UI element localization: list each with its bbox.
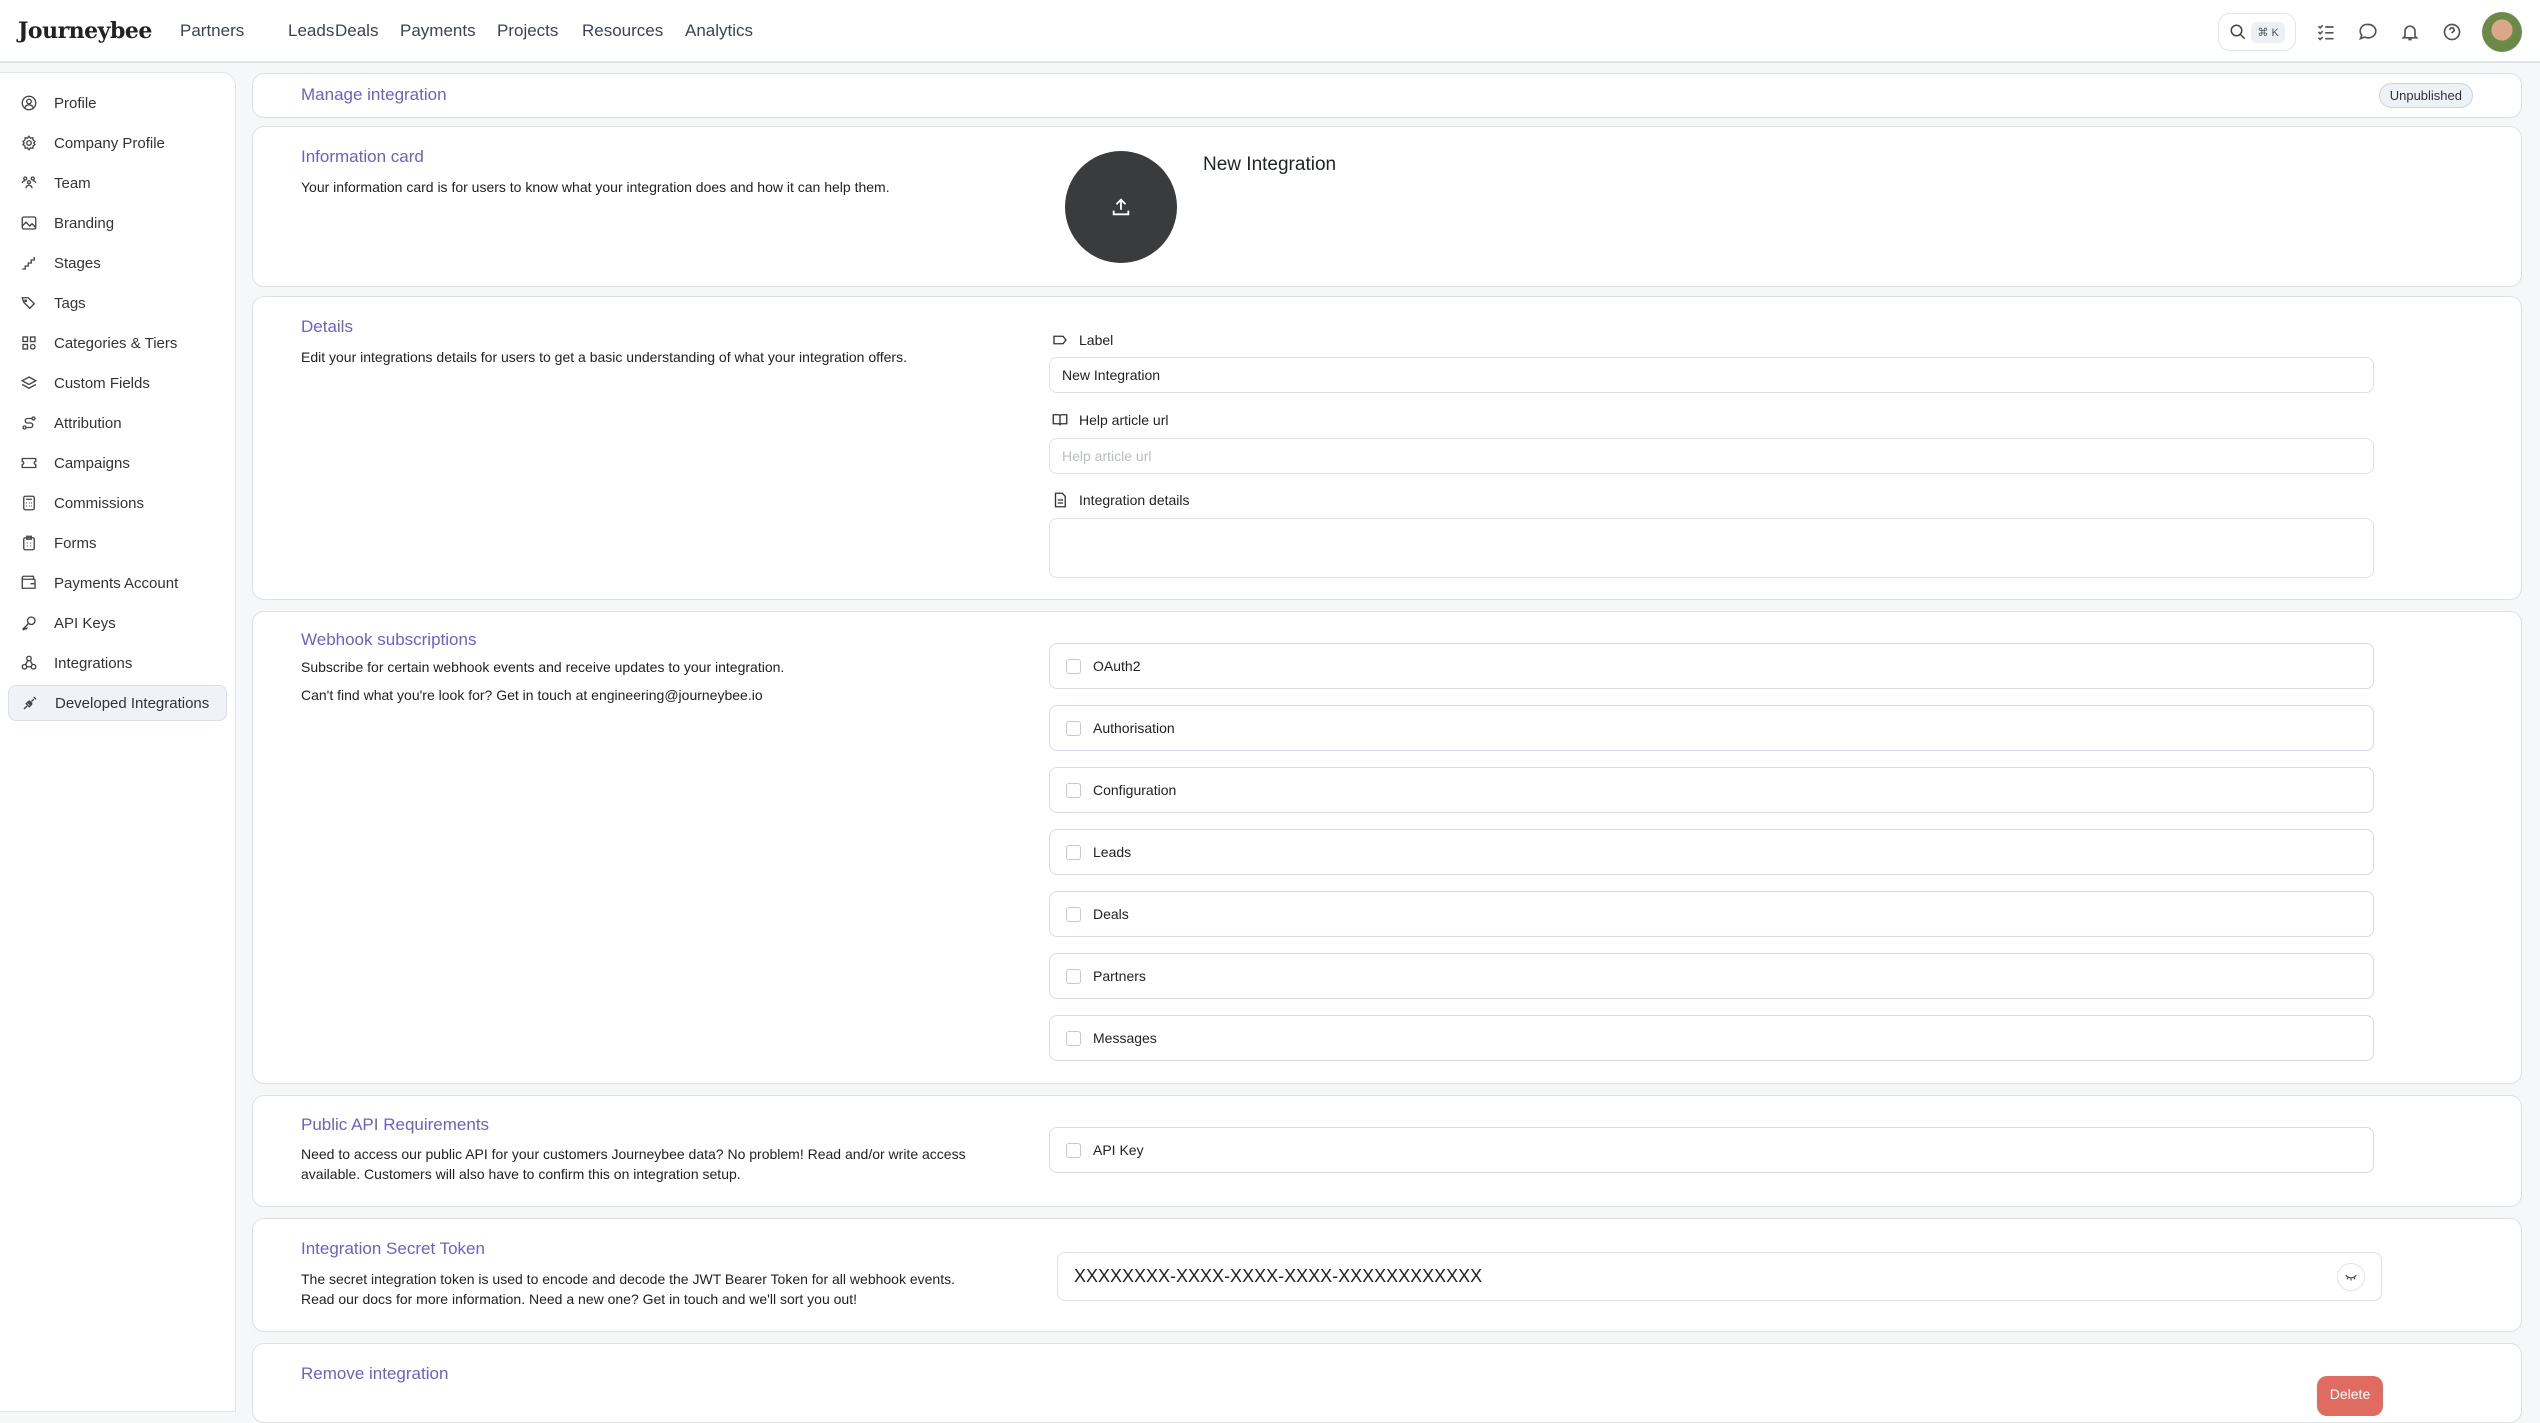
webhook-option-authorisation[interactable] <box>1049 705 2374 751</box>
shortcut-badge: ⌘ K <box>2251 22 2284 43</box>
webhook-icon <box>20 654 38 672</box>
section-description: Need to access our public API for your customers Journeybee data? No problem! Read and/or write access available. Customers will also have to confirm this on integration setup. <box>301 1146 966 1182</box>
details-label <box>1051 491 1190 509</box>
help-url-text: Help article url <box>1079 412 1169 428</box>
top-header <box>0 0 2540 63</box>
tag-icon <box>1051 331 1069 349</box>
sidebar-item-custom-fields[interactable] <box>8 365 227 401</box>
section-description: Edit your integrations details for users to get a basic understanding of what your integration offers. <box>301 349 907 365</box>
sidebar-item-label: Integrations <box>54 654 133 672</box>
sidebar-item-commissions[interactable] <box>8 485 227 521</box>
bell-icon[interactable] <box>2398 20 2422 44</box>
checkbox-label: Messages <box>1093 1030 1157 1046</box>
sidebar-item-label: Branding <box>54 214 115 232</box>
upload-logo-button[interactable] <box>1065 151 1177 263</box>
webhook-option-deals[interactable] <box>1049 891 2374 937</box>
webhook-option-partners[interactable] <box>1049 953 2374 999</box>
logo[interactable]: Journeybee <box>18 18 152 44</box>
section-title: Integration Secret Token <box>301 1239 485 1258</box>
sidebar-item-developed-integrations[interactable] <box>8 685 227 721</box>
contact-text: Can't find what you're look for? Get in touch at engineering@journeybee.io <box>301 687 763 703</box>
sidebar-item-payments-account[interactable] <box>8 565 227 601</box>
api-key-checkbox[interactable] <box>1049 1127 2374 1173</box>
manage-integration-card <box>252 73 2522 118</box>
search-button[interactable] <box>2218 13 2296 51</box>
checkbox-label: Configuration <box>1093 782 1177 798</box>
checkbox[interactable] <box>1066 969 1081 984</box>
sidebar-item-integrations[interactable] <box>8 645 227 681</box>
sidebar-item-label: API Keys <box>54 614 116 632</box>
checkbox[interactable] <box>1066 721 1081 736</box>
user-circle-icon <box>20 94 38 112</box>
sidebar-item-profile[interactable] <box>8 85 227 121</box>
checkbox[interactable] <box>1066 659 1081 674</box>
chat-icon[interactable] <box>2356 20 2380 44</box>
checkbox[interactable] <box>1066 907 1081 922</box>
image-icon <box>20 214 38 232</box>
page-title: Manage integration <box>301 85 447 104</box>
sidebar-item-branding[interactable] <box>8 205 227 241</box>
sidebar-item-label: Commissions <box>54 494 145 512</box>
sidebar-item-api-keys[interactable] <box>8 605 227 641</box>
tasks-icon[interactable] <box>2314 20 2338 44</box>
checkbox-label: API Key <box>1093 1142 1144 1158</box>
avatar[interactable] <box>2482 12 2522 52</box>
sidebar-item-attribution[interactable] <box>8 405 227 441</box>
section-description: Your information card is for users to know what your integration does and how it can help them. <box>301 179 890 195</box>
nav-resources[interactable]: Resources <box>582 21 664 40</box>
section-description: Subscribe for certain webhook events and receive updates to your integration. <box>301 659 785 675</box>
settings-sidebar <box>0 72 236 1412</box>
section-title: Webhook subscriptions <box>301 630 477 649</box>
stairs-icon <box>20 254 38 272</box>
sidebar-item-label: Custom Fields <box>54 374 150 392</box>
plug-icon <box>21 694 39 712</box>
team-icon <box>20 174 38 192</box>
integration-details-textarea[interactable] <box>1049 518 2374 578</box>
sidebar-item-label: Company Profile <box>54 134 165 152</box>
label-text: Label <box>1079 332 1114 348</box>
sidebar-item-label: Categories & Tiers <box>54 334 178 352</box>
checkbox[interactable] <box>1066 1143 1081 1158</box>
sidebar-item-label: Tags <box>54 294 86 312</box>
clipboard-icon <box>20 534 38 552</box>
details-text: Integration details <box>1079 492 1190 508</box>
token-value: XXXXXXXX-XXXX-XXXX-XXXX-XXXXXXXXXXXX <box>1074 1266 1483 1286</box>
tags-icon <box>20 294 38 312</box>
checkbox-label: Partners <box>1093 968 1146 984</box>
webhook-section <box>252 611 2522 1084</box>
help-icon[interactable] <box>2440 20 2464 44</box>
checkbox[interactable] <box>1066 783 1081 798</box>
label-input[interactable]: New Integration <box>1049 357 2374 393</box>
sidebar-item-label: Profile <box>54 94 97 112</box>
webhook-option-messages[interactable] <box>1049 1015 2374 1061</box>
label-field-label <box>1051 331 1113 349</box>
nav-analytics[interactable]: Analytics <box>685 21 754 40</box>
section-title: Details <box>301 317 353 336</box>
key-icon <box>20 614 38 632</box>
webhook-option-leads[interactable] <box>1049 829 2374 875</box>
secret-token-field[interactable] <box>1057 1252 2382 1301</box>
secret-token-section <box>252 1218 2522 1332</box>
eye-closed-icon <box>2344 1270 2358 1284</box>
route-icon <box>20 414 38 432</box>
section-description: The secret integration token is used to encode and decode the JWT Bearer Token for all webhook events. Read our docs for more information. Need a new one? Get in touch and we'll sort you out! <box>301 1271 955 1307</box>
sidebar-item-label: Developed Integrations <box>55 694 210 712</box>
layers-icon <box>20 374 38 392</box>
integration-name: New Integration <box>1203 154 1337 175</box>
nav-partners[interactable]: Partners <box>180 21 245 40</box>
sidebar-item-forms[interactable] <box>8 525 227 561</box>
grid-icon <box>20 334 38 352</box>
document-icon <box>1051 491 1069 509</box>
information-card-section <box>252 126 2522 287</box>
section-title: Remove integration <box>301 1364 449 1383</box>
toggle-visibility-button[interactable] <box>2337 1263 2365 1291</box>
sidebar-item-company-profile[interactable] <box>8 125 227 161</box>
nav-leads[interactable]: Leads <box>288 21 335 40</box>
help-url-label <box>1051 411 1168 429</box>
remove-integration-section <box>252 1343 2522 1423</box>
details-section <box>252 296 2522 600</box>
checkbox[interactable] <box>1066 1031 1081 1046</box>
sidebar-item-label: Team <box>54 174 91 192</box>
section-title: Information card <box>301 147 424 166</box>
webhook-option-oauth2[interactable] <box>1049 643 2374 689</box>
nav-payments[interactable]: Payments <box>400 21 476 40</box>
sidebar-item-label: Forms <box>54 534 97 552</box>
sidebar-item-campaigns[interactable] <box>8 445 227 481</box>
sidebar-item-label: Attribution <box>54 414 122 432</box>
help-url-input[interactable]: Help article url <box>1049 438 2374 474</box>
upload-icon <box>1110 196 1132 218</box>
sidebar-item-stages[interactable] <box>8 245 227 281</box>
calculator-icon <box>20 494 38 512</box>
checkbox-label: Leads <box>1093 844 1132 860</box>
gear-icon <box>20 134 38 152</box>
checkbox[interactable] <box>1066 845 1081 860</box>
nav-deals[interactable]: Deals <box>335 21 379 40</box>
ticket-icon <box>20 454 38 472</box>
checkbox-label: Deals <box>1093 906 1129 922</box>
checkbox-label: OAuth2 <box>1093 658 1141 674</box>
section-title: Public API Requirements <box>301 1115 490 1134</box>
nav-projects[interactable]: Projects <box>497 21 559 40</box>
wallet-icon <box>20 574 38 592</box>
search-icon <box>2229 23 2247 41</box>
sidebar-item-label: Payments Account <box>54 574 179 592</box>
public-api-section <box>252 1095 2522 1207</box>
sidebar-item-label: Campaigns <box>54 454 130 472</box>
sidebar-item-categories-tiers[interactable] <box>8 325 227 361</box>
sidebar-item-label: Stages <box>54 254 101 272</box>
sidebar-item-tags[interactable] <box>8 285 227 321</box>
delete-button[interactable]: Delete <box>2317 1376 2383 1416</box>
sidebar-item-team[interactable] <box>8 165 227 201</box>
book-icon <box>1051 411 1069 429</box>
status-badge: Unpublished <box>2379 83 2473 108</box>
webhook-option-configuration[interactable] <box>1049 767 2374 813</box>
checkbox-label: Authorisation <box>1093 720 1175 736</box>
